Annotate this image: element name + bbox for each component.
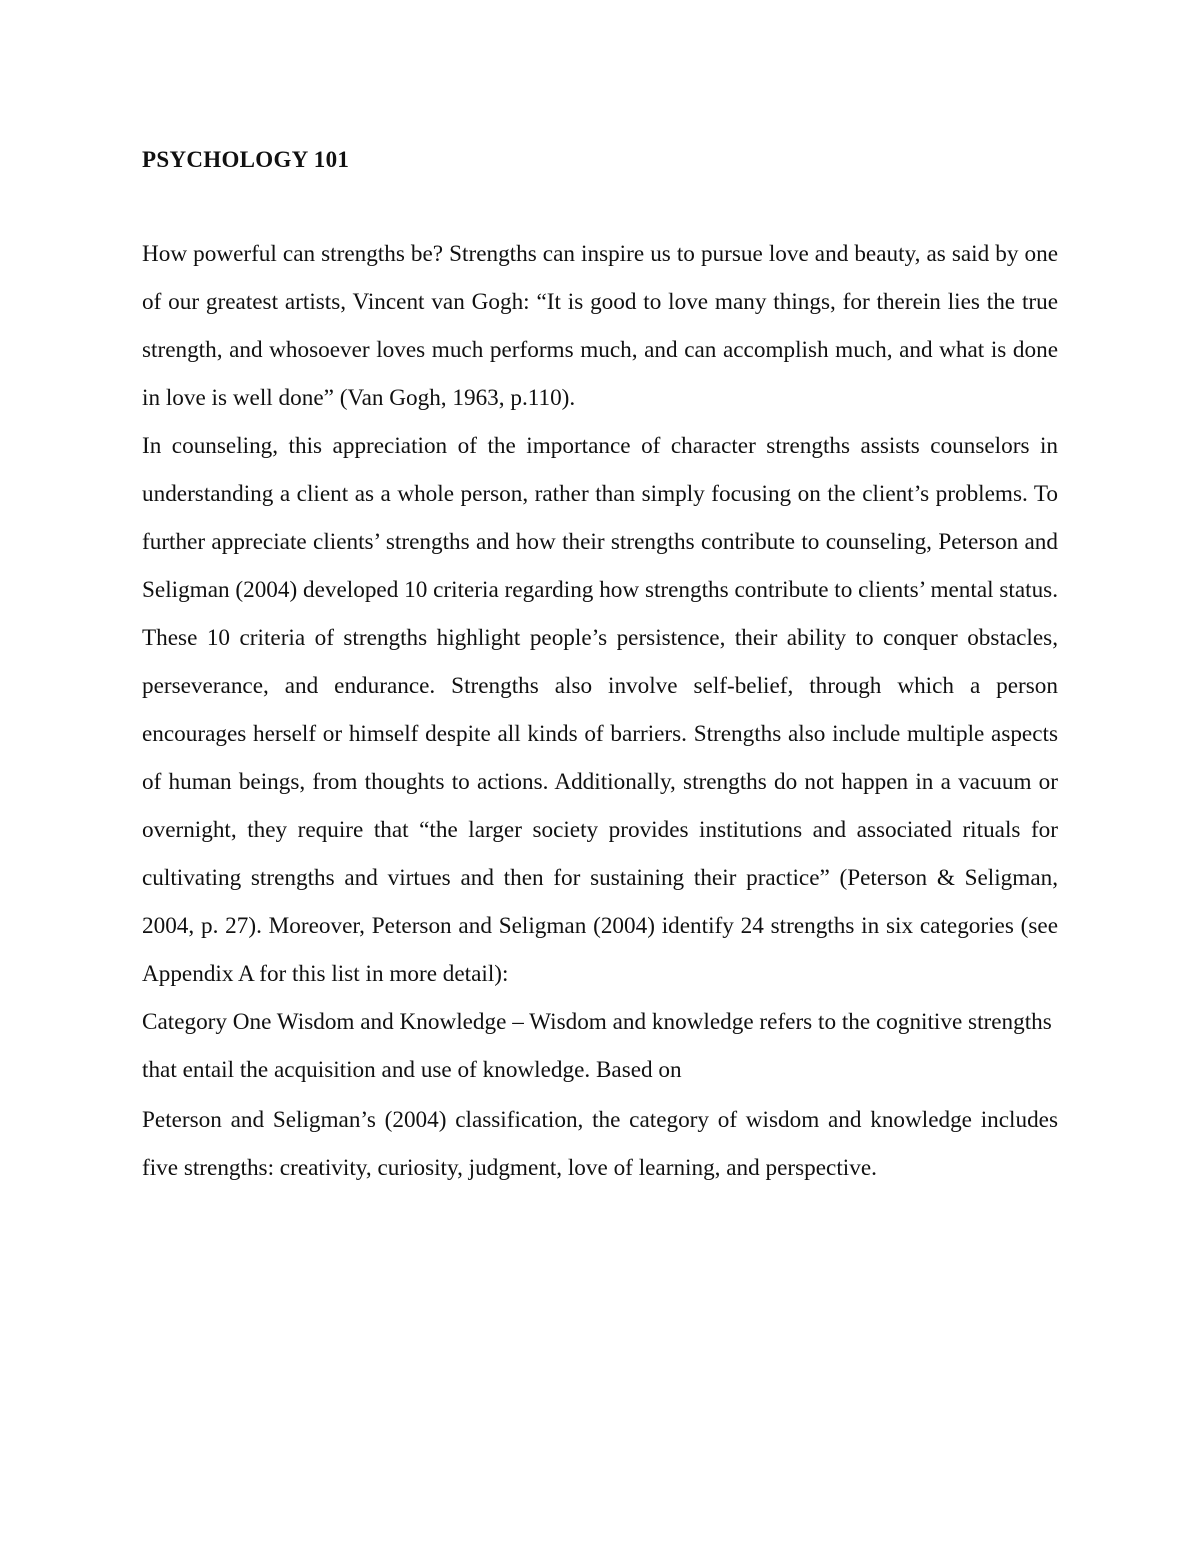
paragraph-category-one: Category One Wisdom and Knowledge – Wisdom and knowledge refers to the cognitive strengths that entail the acquisition and use of knowledge. Based on (142, 1009, 1052, 1083)
document-body (142, 138, 1058, 1192)
paragraph-van-gogh-quote: How powerful can strengths be? Strengths can inspire us to pursue love and beauty, as said by one of our greatest artists, Vincent van Gogh: “It is good to love many things, for therein lies the true strength, and whosoever loves much performs much, and can accomplish much, and what is done in love is well done” (Van Gogh, 1963, p.110). (142, 241, 1058, 411)
paragraph-wisdom-knowledge-strengths: Peterson and Seligman’s (2004) classification, the category of wisdom and knowledge includes five strengths: creativity, curiosity, judgment, love of learning, and perspective. (142, 1107, 1058, 1181)
paragraph-counseling-strengths: In counseling, this appreciation of the importance of character strengths assists counselors in understanding a client as a whole person, rather than simply focusing on the client’s problems. To further appreciate clients’ strengths and how their strengths contribute to counseling, Peterson and Seligman (2004) developed 10 criteria regarding how strengths contribute to clients’ mental status. These 10 criteria of strengths highlight people’s persistence, their ability to conquer obstacles, perseverance, and endurance. Strengths also involve self-belief, through which a person encourages herself or himself despite all kinds of barriers. Strengths also include multiple aspects of human beings, from thoughts to actions. Additionally, strengths do not happen in a vacuum or overnight, they require that “the larger society provides institutions and associated rituals for cultivating strengths and virtues and then for sustaining their practice” (Peterson & Seligman, 2004, p. 27). Moreover, Peterson and Seligman (2004) identify 24 strengths in six categories (see Appendix A for this list in more detail): (142, 433, 1058, 987)
document-title: PSYCHOLOGY 101 (142, 147, 350, 172)
